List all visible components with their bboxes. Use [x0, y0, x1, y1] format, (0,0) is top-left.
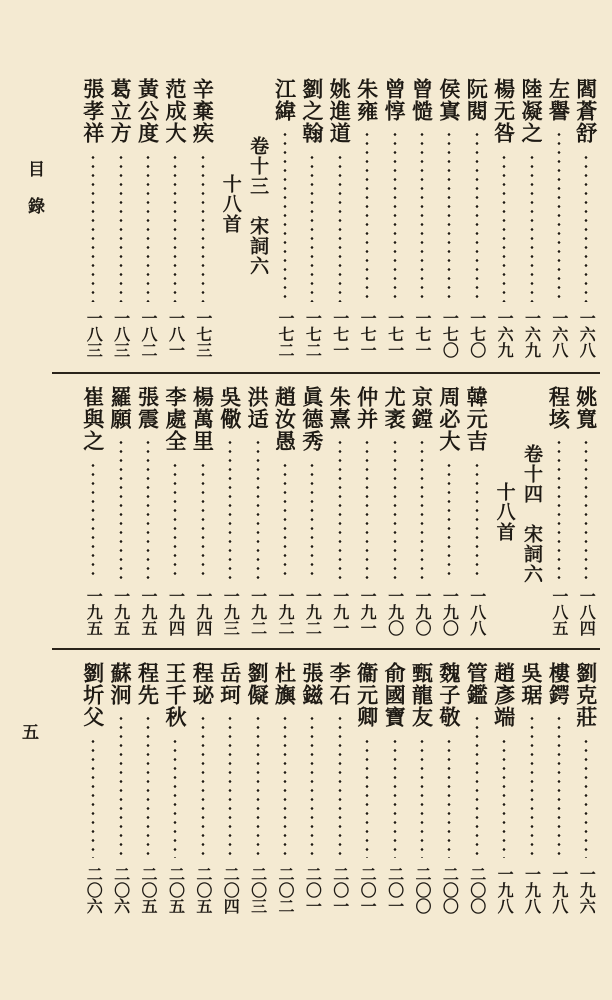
toc-entry[interactable]: [271, 78, 298, 360]
page-ref: 一九五: [111, 588, 131, 636]
page-ref: 一七一: [385, 310, 405, 358]
toc-entry[interactable]: [271, 662, 298, 916]
poet-name: 楊无咎: [491, 78, 517, 144]
dot-leader: [585, 153, 588, 302]
dot-leader: [92, 461, 95, 580]
dot-leader: [119, 714, 122, 858]
volume-count: [217, 78, 244, 360]
toc-section-2: [52, 386, 600, 638]
toc-entry[interactable]: [381, 78, 408, 360]
poet-name: 蘇泂: [108, 662, 134, 706]
poet-name: 趙汝愚: [272, 386, 298, 452]
toc-entry[interactable]: [463, 386, 490, 638]
toc-entry[interactable]: [107, 662, 134, 916]
toc-entry[interactable]: [436, 386, 463, 638]
page-ref: 一九五: [84, 588, 104, 636]
page-ref: 一九四: [166, 588, 186, 636]
toc-entry[interactable]: [408, 386, 435, 638]
volume-heading: [518, 386, 545, 638]
toc-entry[interactable]: [189, 78, 216, 360]
section-divider: [52, 648, 600, 650]
page-ref: 一九八: [495, 866, 515, 914]
dot-leader: [557, 438, 560, 580]
page-ref: 一六八: [549, 310, 569, 358]
toc-entry[interactable]: [381, 386, 408, 638]
poet-name: 朱雍: [354, 78, 380, 122]
page-ref: 一九六: [577, 866, 597, 914]
page-ref: 一九二: [248, 588, 268, 636]
poet-name: 左譽: [546, 78, 572, 122]
toc-entry[interactable]: [353, 386, 380, 638]
toc-entry[interactable]: [162, 386, 189, 638]
toc-entry[interactable]: [80, 386, 107, 638]
toc-entry[interactable]: [271, 386, 298, 638]
dot-leader: [530, 153, 533, 302]
toc-entry[interactable]: [436, 78, 463, 360]
poet-name: 朱熹: [327, 386, 353, 430]
poet-name: 甄龍友: [409, 662, 435, 728]
dot-leader: [366, 130, 369, 302]
page-ref: 一七〇: [440, 310, 460, 358]
page-ref: 一八四: [577, 588, 597, 636]
toc-entry[interactable]: [353, 78, 380, 360]
page-ref: 一九二: [276, 588, 295, 636]
toc-entry[interactable]: [326, 78, 353, 360]
poet-name: 杜旟: [272, 662, 298, 706]
dot-leader: [338, 153, 341, 302]
page-ref: 二〇一: [303, 866, 323, 914]
toc-entry[interactable]: [107, 78, 134, 360]
page-ref: 一八八: [467, 588, 487, 636]
toc-entry[interactable]: [244, 386, 271, 638]
poet-name: 羅願: [108, 386, 134, 430]
section-divider: [52, 372, 600, 374]
page-ref: 一七三: [193, 310, 213, 358]
page-ref: 一九四: [193, 588, 213, 636]
page-ref: 一六九: [495, 310, 515, 358]
toc-entry[interactable]: [326, 386, 353, 638]
poet-name: 侯寘: [436, 78, 462, 122]
page-ref: 二〇三: [248, 866, 268, 914]
dot-leader: [503, 153, 506, 302]
toc-entry[interactable]: [107, 386, 134, 638]
poet-name: 楊萬里: [190, 386, 216, 452]
page-ref: 一八五: [549, 588, 569, 636]
toc-entry[interactable]: [545, 78, 572, 360]
dot-leader: [557, 714, 560, 858]
poet-name: 衞元卿: [354, 662, 380, 728]
poet-name: 劉圻父: [80, 662, 106, 728]
poet-name: 眞德秀: [299, 386, 325, 452]
toc-entry[interactable]: [217, 386, 244, 638]
poet-name: 京鏜: [409, 386, 435, 430]
toc-entry[interactable]: [299, 662, 326, 916]
dot-leader: [475, 461, 478, 580]
poet-name: 葛立方: [108, 78, 134, 144]
toc-entry[interactable]: [134, 78, 161, 360]
poet-name: 姚進道: [327, 78, 353, 144]
poet-name: 洪适: [245, 386, 271, 430]
poet-name: 曾慥: [409, 78, 435, 122]
toc-entry[interactable]: [518, 662, 545, 916]
toc-entry[interactable]: [545, 386, 572, 638]
dot-leader: [366, 737, 369, 858]
dot-leader: [284, 461, 287, 580]
dot-leader: [256, 438, 259, 580]
dot-leader: [585, 438, 588, 580]
page-ref: 二〇〇: [467, 866, 487, 914]
page-ref: 二〇五: [139, 866, 159, 914]
toc-entry[interactable]: [490, 78, 517, 360]
toc-entry[interactable]: [436, 662, 463, 916]
page-ref: 一九〇: [412, 588, 432, 636]
running-head: 目錄: [24, 160, 44, 234]
dot-leader: [585, 737, 588, 858]
page-ref: 二〇四: [221, 866, 241, 914]
dot-leader: [338, 714, 341, 858]
toc-entry[interactable]: [80, 78, 107, 360]
toc-entry[interactable]: [545, 662, 572, 916]
page-ref: 一八二: [139, 310, 159, 358]
poet-name: 劉儗: [245, 662, 271, 706]
dot-leader: [557, 130, 560, 302]
dot-leader: [174, 737, 177, 858]
dot-leader: [311, 461, 314, 580]
page-ref: 一八一: [166, 310, 186, 358]
dot-leader: [147, 438, 150, 580]
page-ref: 一七〇: [467, 310, 487, 358]
volume-heading-text: 卷十三 宋詞六: [247, 136, 270, 276]
dot-leader: [475, 130, 478, 302]
volume-heading: [244, 78, 271, 360]
page-ref: 二〇五: [193, 866, 213, 914]
toc-entry[interactable]: [326, 662, 353, 916]
page-ref: 二〇一: [358, 866, 378, 914]
toc-entry[interactable]: [189, 662, 216, 916]
dot-leader: [147, 714, 150, 858]
poet-name: 李處全: [162, 386, 188, 452]
page-ref: 一六八: [577, 310, 597, 358]
dot-leader: [311, 714, 314, 858]
toc-entry[interactable]: [408, 78, 435, 360]
poet-name: 陸凝之: [519, 78, 545, 144]
dot-leader: [338, 438, 341, 580]
page-ref: 一九三: [221, 588, 241, 636]
toc-entry[interactable]: [381, 662, 408, 916]
dot-leader: [420, 737, 423, 858]
dot-leader: [530, 714, 533, 858]
page-number: 五: [22, 723, 39, 743]
page-ref: 一七二: [303, 310, 323, 358]
page-ref: 一七一: [358, 310, 378, 358]
page-ref: 一九五: [139, 588, 159, 636]
page-ref: 二〇五: [166, 866, 186, 914]
poet-name: 程先: [135, 662, 161, 706]
poet-name: 俞國寶: [382, 662, 408, 728]
dot-leader: [503, 737, 506, 858]
page-ref: 一七二: [276, 310, 295, 358]
dot-leader: [448, 737, 451, 858]
dot-leader: [201, 461, 204, 580]
toc-section-1: [52, 78, 600, 360]
page-ref: 一九八: [549, 866, 569, 914]
poet-name: 趙彥端: [491, 662, 517, 728]
poet-name: 管鑑: [464, 662, 490, 706]
poet-name: 程垓: [546, 386, 572, 430]
page-ref: 一九〇: [440, 588, 460, 636]
poet-name: 辛棄疾: [190, 78, 216, 144]
page-ref: 一九一: [330, 588, 350, 636]
poet-name: 黃公度: [135, 78, 161, 144]
poet-name: 張鎡: [299, 662, 325, 706]
poet-name: 岳珂: [217, 662, 243, 706]
page-ref: 二〇二: [276, 866, 295, 914]
page-ref: 二〇〇: [412, 866, 432, 914]
page-ref: 一九〇: [385, 588, 405, 636]
poet-name: 樓鍔: [546, 662, 572, 706]
dot-leader: [393, 438, 396, 580]
toc-entry[interactable]: [217, 662, 244, 916]
page-ref: 一九一: [358, 588, 378, 636]
toc-entry[interactable]: [244, 662, 271, 916]
poet-name: 吳琚: [519, 662, 545, 706]
poet-name: 姚寬: [573, 386, 599, 430]
dot-leader: [174, 461, 177, 580]
dot-leader: [366, 438, 369, 580]
dot-leader: [147, 153, 150, 302]
poet-name: 吳儆: [217, 386, 243, 430]
dot-leader: [284, 130, 287, 302]
poet-name: 程珌: [190, 662, 216, 706]
volume-count: [490, 386, 517, 638]
dot-leader: [448, 130, 451, 302]
poet-name: 曾惇: [382, 78, 408, 122]
toc-entry[interactable]: [162, 662, 189, 916]
poet-name: 閻蒼舒: [573, 78, 599, 144]
dot-leader: [448, 461, 451, 580]
dot-leader: [311, 153, 314, 302]
poet-name: 江緯: [272, 78, 298, 122]
poet-name: 韓元吉: [464, 386, 490, 452]
page-ref: 一八三: [111, 310, 131, 358]
poet-name: 王千秋: [162, 662, 188, 728]
dot-leader: [475, 714, 478, 858]
dot-leader: [256, 714, 259, 858]
poet-name: 張孝祥: [80, 78, 106, 144]
dot-leader: [201, 153, 204, 302]
toc-entry[interactable]: [573, 78, 600, 360]
page-ref: 一七一: [412, 310, 432, 358]
toc-entry[interactable]: [299, 386, 326, 638]
poet-name: 崔與之: [80, 386, 106, 452]
toc-entry[interactable]: [80, 662, 107, 916]
page-ref: 二〇六: [84, 866, 104, 914]
poet-name: 劉之翰: [299, 78, 325, 144]
page-ref: 二〇〇: [440, 866, 460, 914]
dot-leader: [92, 737, 95, 858]
dot-leader: [92, 153, 95, 302]
toc-entry[interactable]: [573, 662, 600, 916]
toc-entry[interactable]: [518, 78, 545, 360]
dot-leader: [201, 714, 204, 858]
toc-entry[interactable]: [490, 662, 517, 916]
toc-entry[interactable]: [573, 386, 600, 638]
dot-leader: [393, 130, 396, 302]
page-ref: 一八三: [84, 310, 104, 358]
poet-name: 李石: [327, 662, 353, 706]
toc-entry[interactable]: [134, 386, 161, 638]
volume-count-text: 十八首: [219, 174, 242, 234]
poet-name: 阮閱: [464, 78, 490, 122]
toc-entry[interactable]: [162, 78, 189, 360]
page-ref: 一六九: [522, 310, 542, 358]
page-ref: 一九八: [522, 866, 542, 914]
dot-leader: [393, 737, 396, 858]
toc-entry[interactable]: [353, 662, 380, 916]
dot-leader: [420, 438, 423, 580]
toc-section-3: [52, 662, 600, 916]
page-ref: 二〇一: [330, 866, 350, 914]
volume-heading-text: 卷十四 宋詞六: [521, 444, 544, 584]
dot-leader: [119, 438, 122, 580]
dot-leader: [229, 714, 232, 858]
page-ref: 二〇一: [385, 866, 405, 914]
dot-leader: [119, 153, 122, 302]
volume-count-text: 十八首: [493, 482, 516, 542]
page-ref: 一九二: [303, 588, 323, 636]
dot-leader: [229, 438, 232, 580]
poet-name: 魏子敬: [436, 662, 462, 728]
toc-entry[interactable]: [189, 386, 216, 638]
toc-entry[interactable]: [299, 78, 326, 360]
page-ref: 二〇六: [111, 866, 131, 914]
poet-name: 周必大: [436, 386, 462, 452]
page-ref: 一七一: [330, 310, 350, 358]
poet-name: 尤袤: [382, 386, 408, 430]
dot-leader: [284, 714, 287, 858]
toc-entry[interactable]: [463, 78, 490, 360]
poet-name: 仲并: [354, 386, 380, 430]
toc-entry[interactable]: [463, 662, 490, 916]
poet-name: 張震: [135, 386, 161, 430]
toc-entry[interactable]: [408, 662, 435, 916]
poet-name: 范成大: [162, 78, 188, 144]
dot-leader: [174, 153, 177, 302]
dot-leader: [420, 130, 423, 302]
toc-entry[interactable]: [134, 662, 161, 916]
poet-name: 劉克莊: [573, 662, 599, 728]
